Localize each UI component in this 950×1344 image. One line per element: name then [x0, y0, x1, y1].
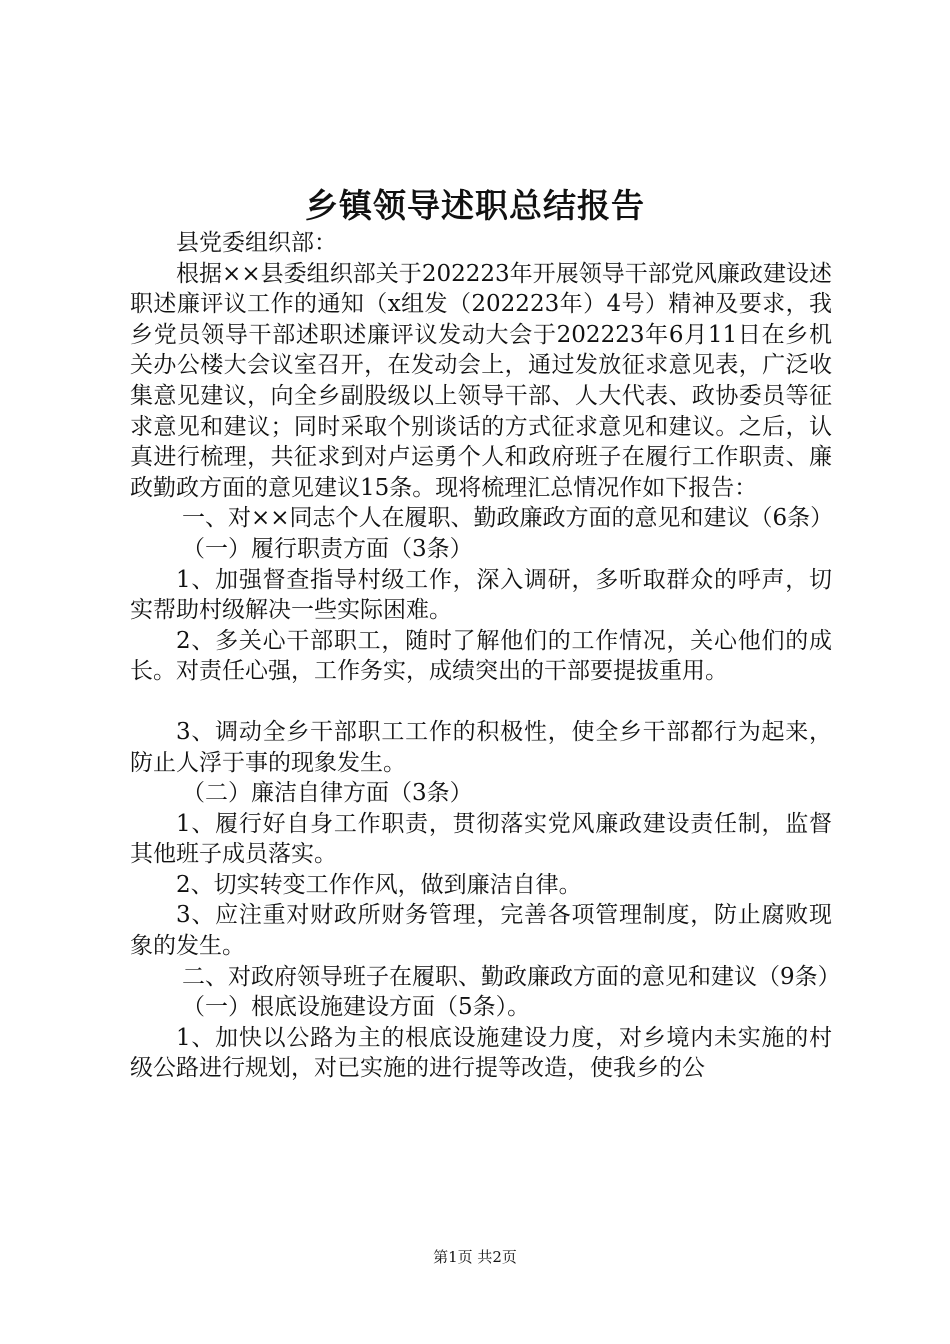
subsection-heading: （一）履行职责方面（3条）	[182, 535, 473, 562]
intro-paragraph: 根据××县委组织部关于202223年开展领导干部党风廉政建设述职述廉评议工作的通知（x组发（202223年）4号）精神及要求，我乡党员领导干部述职述廉评议发动大会于202223年6月11日在乡机关办公楼大会议室召开，在发动会上，通过发放征求意见表，广泛收集意见建议，向全乡副股级以上领导干部、人大代表、政协委员等征求意见和建议；同时采取个别谈话的方式征求意见和建议。之后，认真进行梳理，共征求到对卢运勇个人和政府班子在履行工作职责、廉政勤政方面的意见建议15条。现将梳理汇总情况作如下报告：	[130, 260, 832, 501]
subsection-heading: （一）根底设施建设方面（5条）。	[182, 994, 531, 1021]
list-item: 2、多关心干部职工，随时了解他们的工作情况，关心他们的成长。对责任心强，工作务实，成绩突出的干部要提拔重用。	[130, 627, 832, 685]
list-item: 1、履行好自身工作职责，贯彻落实党风廉政建设责任制，监督其他班子成员落实。	[130, 810, 832, 868]
subsection-heading: （二）廉洁自律方面（3条）	[182, 780, 473, 807]
list-item: 3、应注重对财政所财务管理，完善各项管理制度，防止腐败现象的发生。	[130, 902, 832, 960]
list-item: 2、切实转变工作作风，做到廉洁自律。	[176, 871, 582, 898]
list-item: 1、加强督查指导村级工作，深入调研，多听取群众的呼声，切实帮助村级解决一些实际困难。	[130, 566, 832, 624]
section-heading: 一、对××同志个人在履职、勤政廉政方面的意见和建议（6条）	[182, 505, 834, 532]
document-title: 乡镇领导述职总结报告	[305, 186, 645, 225]
list-item: 3、调动全乡干部职工工作的积极性，使全乡干部都行为起来，防止人浮于事的现象发生。	[130, 718, 832, 776]
blank-line	[130, 687, 832, 717]
document-body	[130, 228, 841, 1084]
list-item: 1、加快以公路为主的根底设施建设力度，对乡境内未实施的村级公路进行规划，对已实施的进行提等改造，使我乡的公	[130, 1024, 832, 1082]
section-heading: 二、对政府领导班子在履职、勤政廉政方面的意见和建议（9条）	[182, 963, 841, 990]
page-number: 第1页 共2页	[433, 1248, 517, 1266]
addressee: 县党委组织部：	[176, 230, 337, 256]
